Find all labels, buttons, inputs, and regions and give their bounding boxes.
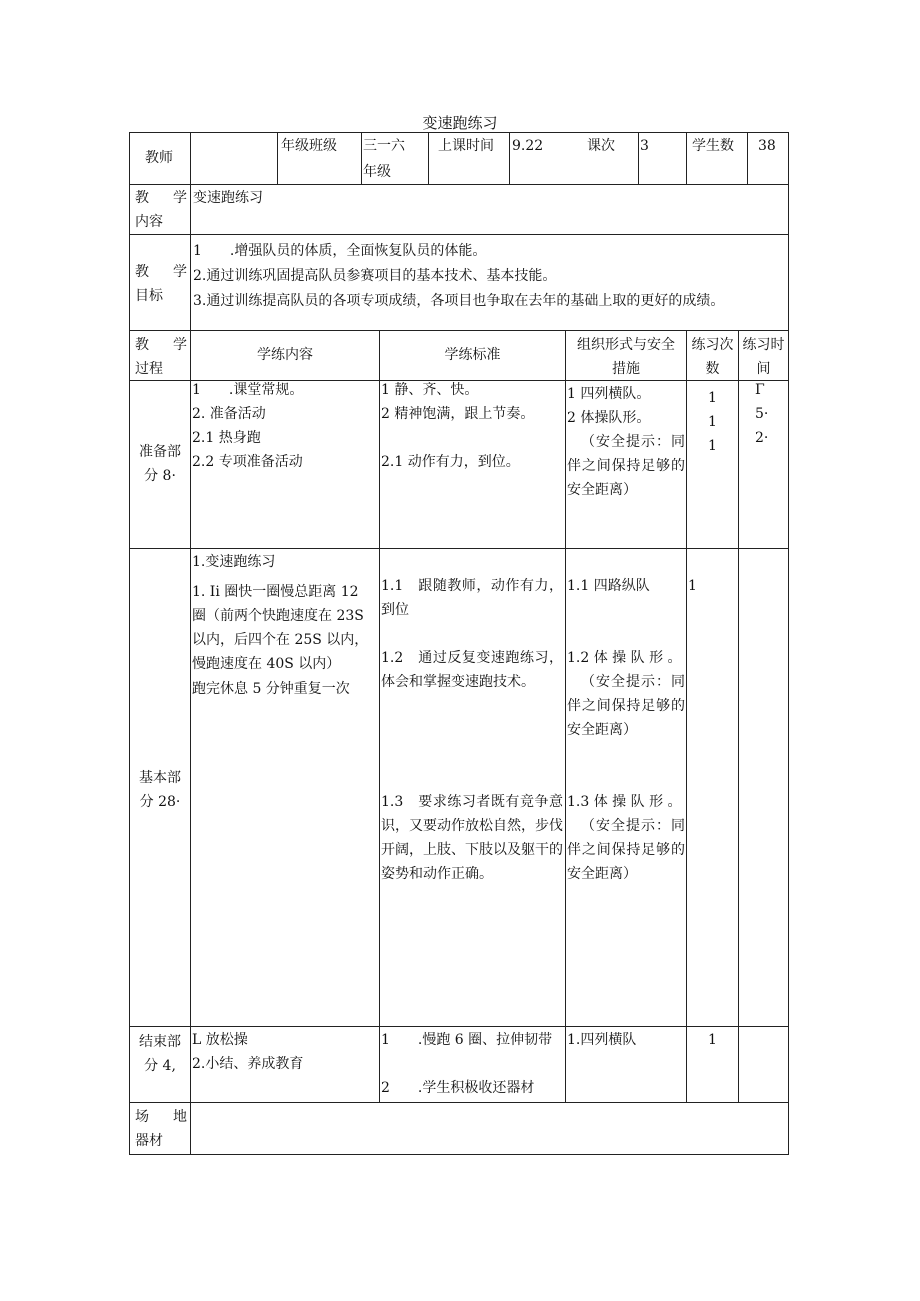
- main-org-3: 1.3 体 操 队 形 。: [567, 794, 682, 810]
- goal-item: 3.通过训练提高队员的各项专项成绩，各项目也争取在去年的基础上取的更好的成绩。: [193, 293, 725, 309]
- main-count: 1: [688, 578, 697, 594]
- list-item: 1 .课堂常规。: [192, 382, 304, 398]
- date-value: 9.22: [512, 138, 544, 154]
- venue-label: 场 地 器材: [135, 1109, 187, 1149]
- end-label: 结束部 分 4,: [139, 1034, 181, 1074]
- list-item: 2 精神饱满，跟上节奏。: [381, 406, 535, 422]
- column-header-organization: 组织形式与安全 措施: [577, 337, 675, 377]
- end-standard-2: 2 .学生积极收还器材: [381, 1080, 535, 1096]
- content-value: 变速跑练习: [193, 190, 263, 206]
- end-organization: 1.四列横队: [567, 1032, 637, 1048]
- lesson-label: 课次: [587, 138, 615, 154]
- prep-time: Γ 5· 2·: [755, 382, 769, 446]
- content-label: 教 学 内容: [135, 190, 187, 230]
- prep-content: [192, 378, 378, 474]
- list-item: [381, 426, 564, 450]
- prep-label: 准备部 分 8·: [139, 444, 181, 484]
- list-item: 2.2 专项准备活动: [192, 454, 303, 470]
- prep-standard: [381, 378, 564, 474]
- list-item: 2. 准备活动: [192, 406, 266, 422]
- column-header-count: 练习次 数: [691, 337, 734, 377]
- page-title: 变速跑练习: [422, 114, 498, 132]
- main-content-body: 1. Ii 圈快一圈慢总距离 12 圈（前两个快跑速度在 23S 以内，后四个在 25S 以内，慢跑速度在 40S 以内）: [192, 584, 369, 672]
- main-content-tail: 跑完休息 5 分钟重复一次: [192, 681, 350, 697]
- list-item: L 放松操: [192, 1032, 248, 1048]
- end-count: 1: [708, 1032, 717, 1048]
- list-item: 2 体操队形。: [567, 410, 651, 426]
- main-standard-2: 1.2 通过反复变速跑练习，体会和掌握变速跑技术。: [381, 650, 563, 690]
- main-standard-1: 1.1 跟随教师，动作有力，到位: [381, 578, 563, 618]
- list-item: 1 四列横队。: [567, 386, 651, 402]
- process-label: 教 学 过程: [135, 337, 187, 377]
- list-item: 2.1 热身跑: [192, 430, 261, 446]
- goals-label: 教 学 目标: [135, 264, 187, 304]
- main-org-1: 1.1 四路纵队: [567, 578, 650, 594]
- grade-label: 年级班级: [281, 138, 337, 154]
- column-header-content: 学练内容: [257, 347, 313, 363]
- grade-value-line1: 三一六: [363, 138, 405, 154]
- lesson-value: 3: [640, 138, 649, 154]
- students-value: 38: [758, 138, 776, 154]
- main-org-2: 1.2 体 操 队 形 。: [567, 650, 682, 666]
- students-label: 学生数: [692, 138, 734, 154]
- teacher-label: 教师: [145, 150, 173, 166]
- main-standard-3: 1.3 要求练习者既有竞争意识，又要动作放松自然，步伐开阔，上肢、下肢以及躯干的姿势和动作正确。: [381, 794, 563, 882]
- main-label: 基本部 分 28·: [139, 770, 181, 810]
- list-item: 1 静、齐、快。: [381, 382, 479, 398]
- grade-value-line2: 年级: [363, 164, 391, 180]
- goal-item: 2.通过训练巩固提高队员参赛项目的基本技术、基本技能。: [193, 268, 557, 284]
- prep-organization: [567, 382, 685, 502]
- end-standard-1: 1 .慢跑 6 圈、拉伸韧带: [381, 1032, 553, 1048]
- column-header-time: 练习时 间: [742, 337, 785, 377]
- column-header-standard: 学练标准: [444, 347, 501, 363]
- prep-count: 1 1 1: [708, 390, 717, 454]
- date-label: 上课时间: [438, 138, 494, 154]
- list-item: 2.1 动作有力，到位。: [381, 454, 520, 470]
- end-content: [192, 1028, 378, 1076]
- main-content-head: 1.变速跑练习: [192, 554, 276, 570]
- goal-item: 1 .增强队员的体质，全面恢复队员的体能。: [193, 243, 487, 259]
- main-org-3-note: （安全提示：同伴之间保持足够的安全距离）: [567, 818, 685, 882]
- list-item: 2.小结、养成教育: [192, 1056, 304, 1072]
- list-item: （安全提示：同伴之间保持足够的安全距离）: [567, 434, 685, 498]
- main-org-2-note: （安全提示：同伴之间保持足够的安全距离）: [567, 674, 685, 738]
